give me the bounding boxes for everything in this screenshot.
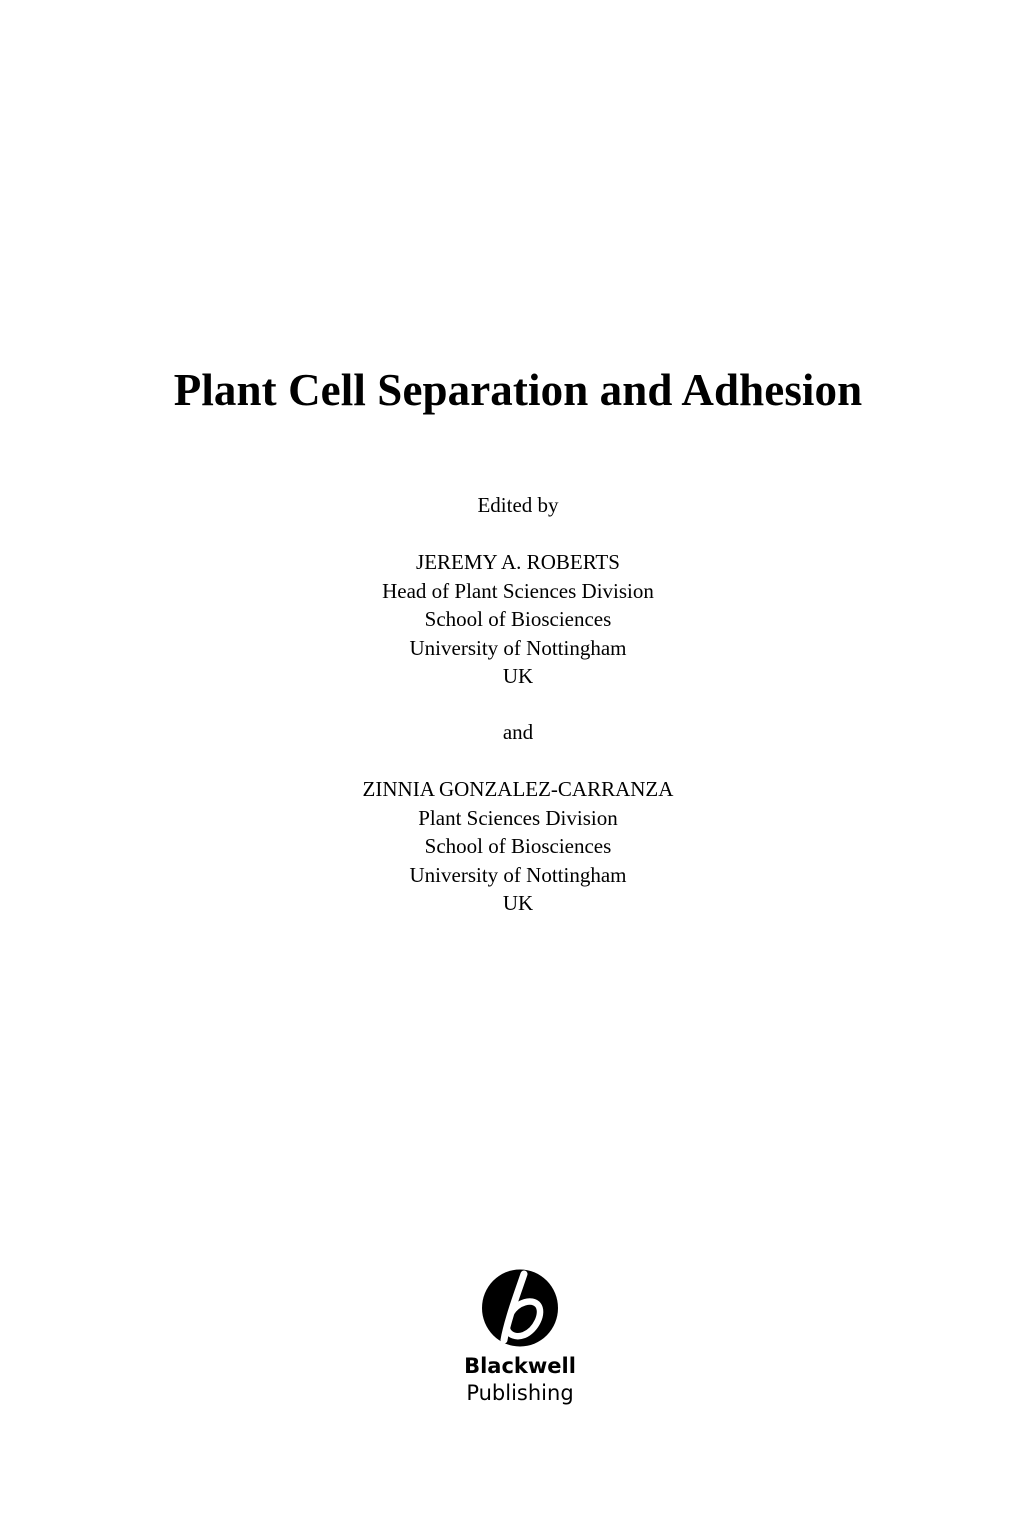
editor-name: JEREMY A. ROBERTS — [416, 550, 620, 574]
editor-university: University of Nottingham — [409, 862, 627, 887]
editor-block-roberts — [0, 548, 1024, 691]
editor-country: UK — [502, 891, 534, 915]
publisher-imprint — [460, 1268, 580, 1418]
book-title: Plant Cell Separation and Adhesion — [173, 365, 863, 415]
editor-school: School of Biosciences — [424, 834, 612, 858]
editor-country: UK — [502, 664, 534, 688]
editor-position: Plant Sciences Division — [418, 805, 618, 830]
publisher-name — [460, 1353, 580, 1407]
edited-by-label: Edited by — [477, 493, 559, 517]
publisher-name-line2: Publishing — [466, 1381, 574, 1405]
editor-school: School of Biosciences — [424, 607, 612, 631]
editor-name: ZINNIA GONZALEZ-CARRANZA — [362, 777, 674, 801]
editors-conjunction: and — [502, 720, 534, 744]
blackwell-b-logo-icon — [480, 1268, 560, 1348]
editor-university: University of Nottingham — [409, 635, 627, 660]
publisher-name-line1: Blackwell — [464, 1354, 576, 1378]
editor-block-gonzalez-carranza — [0, 775, 1024, 918]
editor-position: Head of Plant Sciences Division — [382, 578, 654, 603]
